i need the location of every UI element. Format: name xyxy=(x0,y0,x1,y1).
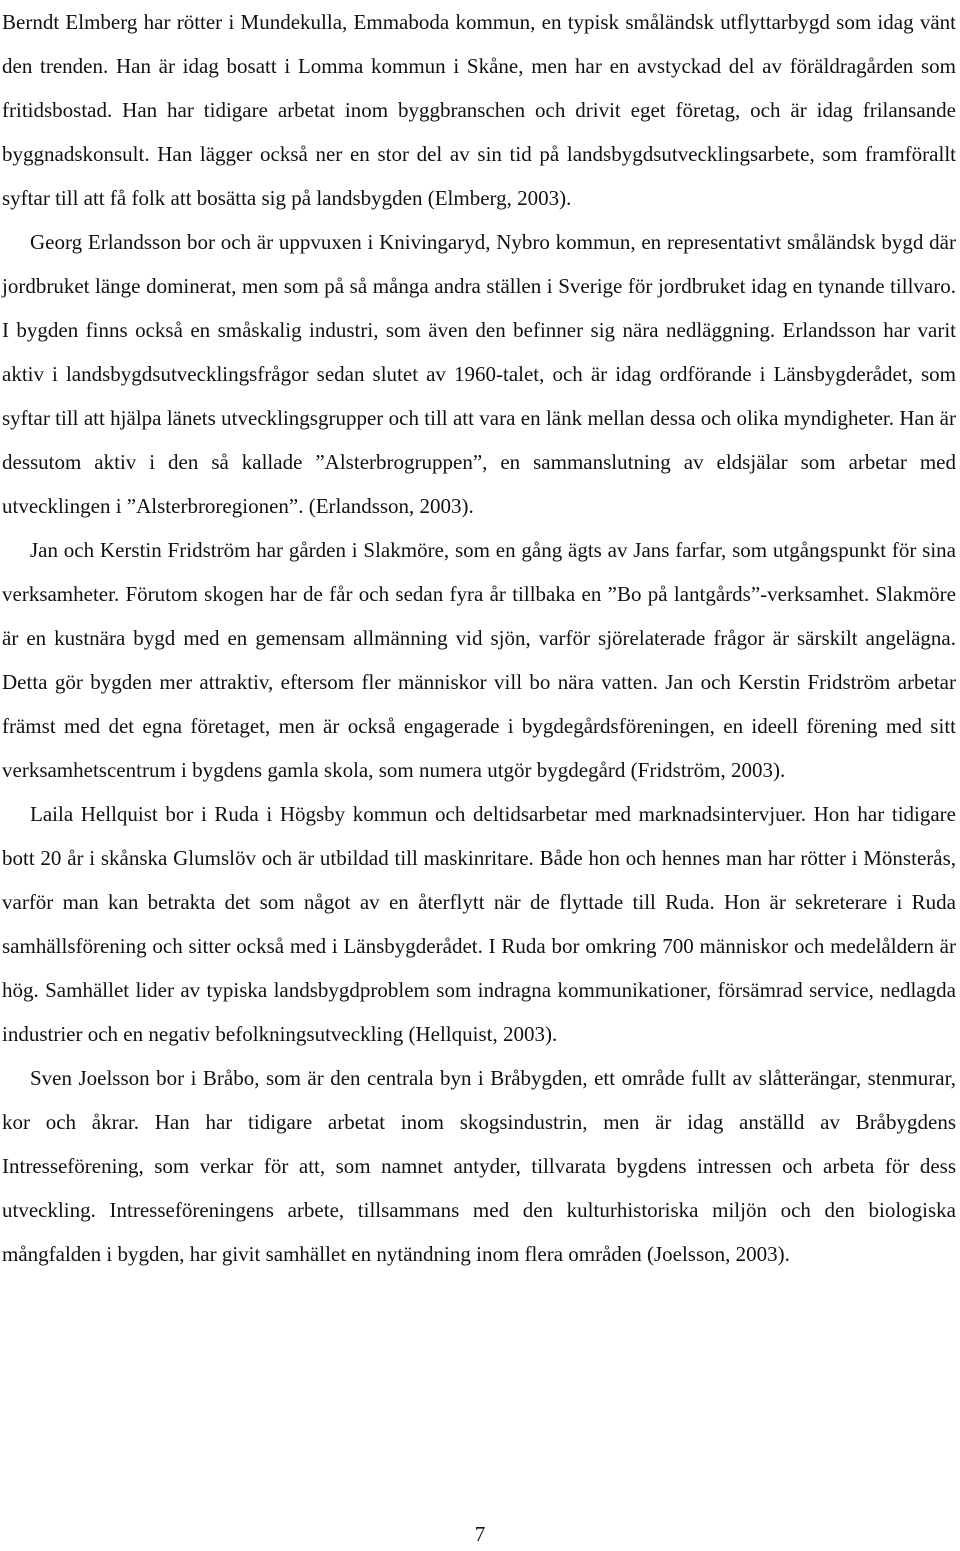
paragraph-hellquist: Laila Hellquist bor i Ruda i Högsby kommun och deltidsarbetar med marknadsintervjuer. Hon har tidigare bott 20 år i skånska Glumslöv och är utbildad till maskinritare. Både hon och hennes man har rötter i Mönsterås, varför man kan betrakta det som något av en återflytt när de flyttade till Ruda. Hon är sekreterare i Ruda samhällsförening och sitter också med i Länsbygderådet. I Ruda bor omkring 700 människor och medelåldern är hög. Samhället lider av typiska landsbygdproblem som indragna kommunikationer, försämrad service, nedlagda industrier och en negativ befolkningsutveckling (Hellquist, 2003). xyxy=(2,802,956,1046)
body-text xyxy=(2,0,956,1276)
paragraph-elmberg: Berndt Elmberg har rötter i Mundekulla, Emmaboda kommun, en typisk småländsk utflyttarbygd som idag vänt den trenden. Han är idag bosatt i Lomma kommun i Skåne, men har en avstyckad del av föräldragården som fritidsbostad. Han har tidigare arbetat inom byggbranschen och drivit eget företag, och är idag frilansande byggnadskonsult. Han lägger också ner en stor del av sin tid på landsbygdsutvecklingsarbete, som framförallt syftar till att få folk att bosätta sig på landsbygden (Elmberg, 2003). xyxy=(2,10,956,210)
paragraph-fridstrom: Jan och Kerstin Fridström har gården i Slakmöre, som en gång ägts av Jans farfar, som utgångspunkt för sina verksamheter. Förutom skogen har de får och sedan fyra år tillbaka en ”Bo på lantgårds”-verksamhet. Slakmöre är en kustnära bygd med en gemensam allmänning vid sjön, varför sjörelaterade frågor är särskilt angelägna. Detta gör bygden mer attraktiv, eftersom fler människor vill bo nära vatten. Jan och Kerstin Fridström arbetar främst med det egna företaget, men är också engagerade i bygdegårdsföreningen, en ideell förening med sitt verksamhetscentrum i bygdens gamla skola, som numera utgör bygdegård (Fridström, 2003). xyxy=(2,538,956,782)
paragraph-erlandsson: Georg Erlandsson bor och är uppvuxen i Knivingaryd, Nybro kommun, en representativt småländsk bygd där jordbruket länge dominerat, men som på så många andra ställen i Sverige för jordbruket idag en tynande tillvaro. I bygden finns också en småskalig industri, som även den befinner sig nära nedläggning. Erlandsson har varit aktiv i landsbygdsutvecklingsfrågor sedan slutet av 1960-talet, och är idag ordförande i Länsbygderådet, som syftar till att hjälpa länets utvecklingsgrupper och till att vara en länk mellan dessa och olika myndigheter. Han är dessutom aktiv i den så kallade ”Alsterbrogruppen”, en sammanslutning av eldsjälar som arbetar med utvecklingen i ”Alsterbroregionen”. (Erlandsson, 2003). xyxy=(2,230,956,518)
paragraph-joelsson: Sven Joelsson bor i Bråbo, som är den centrala byn i Bråbygden, ett område fullt av slåtterängar, stenmurar, kor och åkrar. Han har tidigare arbetat inom skogsindustrin, men är idag anställd av Bråbygdens Intresseförening, som verkar för att, som namnet antyder, tillvarata bygdens intressen och arbeta för dess utveckling. Intresseföreningens arbete, tillsammans med den kulturhistoriska miljön och den biologiska mångfalden i bygden, har givit samhället en nytändning inom flera områden (Joelsson, 2003). xyxy=(2,1066,956,1266)
page-number: 7 xyxy=(474,1522,486,1546)
